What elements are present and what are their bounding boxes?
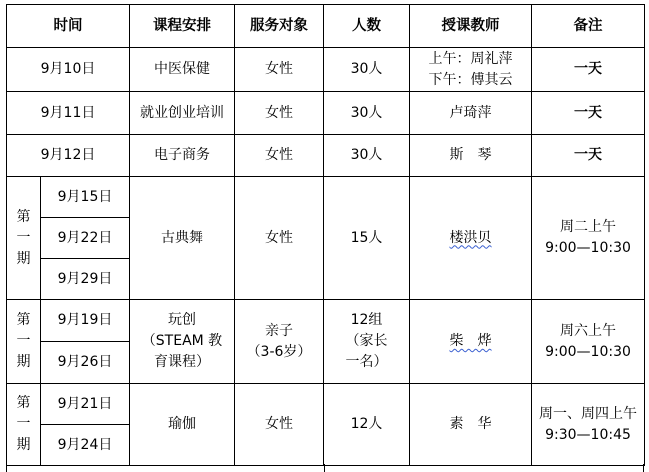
row-count: 30人 [324, 135, 410, 177]
row-course: 瑜伽 [130, 384, 235, 466]
row-note [532, 177, 645, 300]
header-note: 备注 [532, 5, 645, 48]
note-day: 周二上午 [560, 219, 616, 235]
row-note: 一天 [532, 135, 645, 177]
note-time: 9:00—10:30 [545, 343, 631, 360]
row-date: 9月12日 [7, 135, 130, 177]
teacher-afternoon: 下午：傅其云 [428, 71, 513, 88]
session-date: 9月15日 [41, 177, 130, 218]
row-count: 30人 [324, 92, 410, 135]
row-count: 12组 （家长 一名） [324, 300, 410, 384]
row-audience: 女性 [235, 48, 324, 92]
row-audience: 女性 [235, 135, 324, 177]
row-course: 就业创业培训 [130, 92, 235, 135]
session-date: 9月19日 [41, 300, 130, 342]
row-audience: 亲子 （3-6岁） [235, 300, 324, 384]
schedule-table [6, 4, 645, 466]
teacher-morning: 上午：周礼萍 [428, 50, 513, 67]
session-date: 9月24日 [41, 425, 130, 466]
row-teacher: 楼洪贝 [410, 177, 532, 300]
row-course: 古典舞 [130, 177, 235, 300]
row-audience: 女性 [235, 384, 324, 466]
row-note [532, 300, 645, 384]
row-course: 玩创 （STEAM 教 育课程） [130, 300, 235, 384]
table-row [7, 135, 645, 177]
header-count: 人数 [324, 5, 410, 48]
table-row [7, 92, 645, 135]
note-time: 9:30—10:45 [545, 426, 631, 443]
note-time: 9:00—10:30 [545, 240, 631, 256]
row-note: 一天 [532, 92, 645, 135]
row-audience: 女性 [235, 177, 324, 300]
table-row [7, 384, 645, 425]
row-teacher: 斯 琴 [410, 135, 532, 177]
note-day: 周六上午 [560, 322, 616, 339]
table-row [7, 48, 645, 92]
term-label: 第 一 期 [7, 384, 41, 466]
header-course: 课程安排 [130, 5, 235, 48]
row-note [532, 384, 645, 466]
row-count: 30人 [324, 48, 410, 92]
table-row [7, 300, 645, 342]
row-teacher: 素 华 [410, 384, 532, 466]
term-label: 第 一 期 [7, 177, 41, 300]
row-date: 9月10日 [7, 48, 130, 92]
row-teacher: 卢琦萍 [410, 92, 532, 135]
row-count: 12人 [324, 384, 410, 466]
row-teacher [410, 48, 532, 92]
note-day: 周一、周四上午 [539, 405, 637, 422]
session-date: 9月26日 [41, 342, 130, 384]
session-date: 9月21日 [41, 384, 130, 425]
header-time: 时间 [7, 5, 130, 48]
row-teacher: 柴 烨 [410, 300, 532, 384]
row-count: 15人 [324, 177, 410, 300]
session-date: 9月29日 [41, 259, 130, 300]
row-note: 一天 [532, 48, 645, 92]
session-date: 9月22日 [41, 218, 130, 259]
header-audience: 服务对象 [235, 5, 324, 48]
term-label: 第 一 期 [7, 300, 41, 384]
row-course: 电子商务 [130, 135, 235, 177]
row-date: 9月11日 [7, 92, 130, 135]
table-row [7, 177, 645, 218]
header-row [7, 5, 645, 48]
row-course: 中医保健 [130, 48, 235, 92]
row-audience: 女性 [235, 92, 324, 135]
header-teacher: 授课教师 [410, 5, 532, 48]
